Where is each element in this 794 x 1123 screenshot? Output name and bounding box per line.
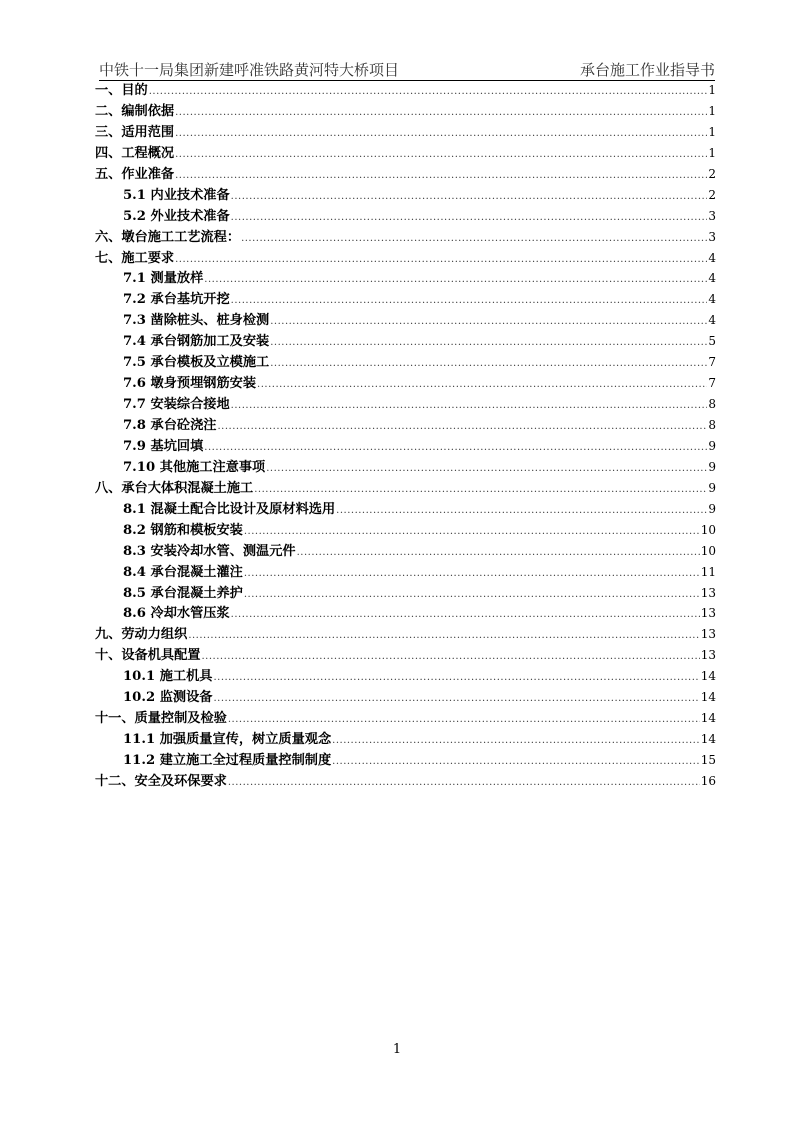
toc-entry-title: 一、目的: [95, 83, 148, 98]
toc-dot-leader: [270, 353, 707, 375]
toc-entry[interactable]: [95, 248, 716, 269]
toc-entry-title: 10.1 施工机具: [123, 669, 213, 685]
toc-dot-leader: [213, 688, 699, 710]
toc-dot-leader: [231, 604, 700, 626]
toc-entry-title: 八、承台大体积混凝土施工: [95, 480, 254, 496]
toc-dot-leader: [204, 269, 707, 291]
toc-entry-title: 7.5 承台模板及立模施工: [123, 355, 270, 371]
toc-entry-page-number: 5: [708, 334, 716, 349]
toc-dot-leader: [228, 772, 700, 794]
toc-entry-page-number: 4: [708, 313, 716, 328]
toc-entry-title: 十、设备机具配置: [95, 648, 201, 664]
toc-entry-title: 11.2 建立施工全过程质量控制制度: [123, 753, 332, 768]
toc-entry[interactable]: [95, 520, 716, 541]
toc-entry[interactable]: [95, 415, 716, 436]
toc-entry[interactable]: [95, 331, 716, 352]
toc-entry-page-number: 14: [700, 711, 716, 726]
toc-entry-title: 七、施工要求: [95, 250, 175, 266]
toc-entry-page-number: 9: [708, 501, 716, 516]
toc-entry[interactable]: [95, 666, 716, 687]
toc-entry-page-number: 4: [708, 271, 716, 286]
toc-entry-page-number: 2: [708, 166, 716, 181]
toc-entry[interactable]: [95, 143, 716, 164]
toc-dot-leader: [231, 207, 708, 229]
toc-entry-title: 11.1 加强质量宣传，树立质量观念: [123, 732, 332, 748]
toc-dot-leader: [266, 458, 707, 480]
toc-entry-title: 7.8 承台砼浇注: [123, 418, 217, 433]
toc-entry-page-number: 4: [708, 292, 716, 307]
toc-dot-leader: [231, 186, 708, 208]
toc-entry-page-number: 14: [700, 732, 716, 747]
toc-entry-title: 四、工程概况: [95, 145, 175, 161]
toc-entry[interactable]: [95, 352, 716, 373]
toc-entry-page-number: 7: [708, 376, 716, 391]
toc-entry[interactable]: [95, 164, 716, 185]
toc-entry[interactable]: [95, 268, 716, 289]
toc-entry-title: 5.1 内业技术准备: [123, 187, 230, 203]
toc-entry-page-number: 1: [708, 124, 716, 139]
header-document-title: 承台施工作业指导书: [579, 61, 715, 79]
toc-entry-page-number: 15: [700, 753, 716, 767]
toc-dot-leader: [332, 751, 700, 773]
toc-entry-title: 三、适用范围: [95, 124, 175, 140]
toc-dot-leader: [244, 584, 700, 606]
toc-dot-leader: [175, 144, 707, 166]
toc-entry-page-number: 2: [708, 187, 716, 202]
page-header: [99, 58, 715, 81]
toc-entry-page-number: 13: [700, 627, 716, 642]
toc-entry-title: 8.2 钢筋和模板安装: [123, 522, 243, 538]
toc-entry[interactable]: [95, 541, 716, 562]
toc-entry-title: 十一、质量控制及检验: [95, 711, 227, 727]
toc-entry-page-number: 9: [708, 480, 716, 495]
toc-entry-page-number: 1: [708, 103, 716, 118]
toc-entry[interactable]: [95, 645, 716, 666]
toc-entry-page-number: 7: [708, 355, 716, 370]
toc-entry-page-number: 13: [700, 648, 716, 663]
toc-dot-leader: [297, 542, 700, 564]
toc-entry[interactable]: [95, 206, 716, 227]
toc-entry[interactable]: [95, 624, 716, 645]
toc-entry-title: 8.5 承台混凝土养护: [123, 585, 243, 601]
toc-entry-page-number: 10: [700, 522, 716, 537]
toc-entry-title: 7.7 安装综合接地: [123, 397, 230, 413]
toc-entry[interactable]: [95, 227, 716, 248]
toc-dot-leader: [204, 437, 707, 459]
toc-entry-page-number: 3: [708, 208, 716, 223]
toc-entry-title: 7.3 凿除桩头、桩身检测: [123, 313, 270, 329]
toc-entry-page-number: 11: [700, 564, 716, 579]
toc-entry[interactable]: [95, 122, 716, 143]
toc-entry[interactable]: [95, 708, 716, 729]
toc-entry[interactable]: [95, 101, 716, 122]
toc-entry-title: 五、作业准备: [95, 166, 175, 182]
header-project-name: 中铁十一局集团新建呼准铁路黄河特大桥项目: [99, 61, 400, 79]
toc-dot-leader: [149, 81, 708, 103]
toc-entry-page-number: 1: [708, 145, 716, 160]
table-of-contents: [95, 80, 716, 792]
toc-dot-leader: [175, 123, 707, 145]
toc-entry-page-number: 13: [700, 606, 716, 621]
toc-entry-title: 二、编制依据: [95, 103, 175, 119]
toc-entry[interactable]: [95, 436, 716, 457]
toc-entry-page-number: 8: [708, 418, 716, 432]
toc-dot-leader: [257, 374, 707, 396]
toc-entry-title: 8.3 安装冷却水管、测温元件: [123, 543, 296, 559]
toc-entry[interactable]: [95, 310, 716, 331]
toc-entry-title: 十二、安全及环保要求: [95, 773, 227, 789]
toc-entry[interactable]: [95, 457, 716, 478]
toc-entry-title: 5.2 外业技术准备: [123, 208, 230, 224]
toc-entry-page-number: 1: [708, 83, 716, 97]
toc-entry[interactable]: [95, 289, 716, 310]
toc-entry[interactable]: [95, 185, 716, 206]
toc-dot-leader: [202, 646, 700, 668]
toc-entry-title: 7.6 墩身预埋钢筋安装: [123, 376, 257, 392]
toc-entry[interactable]: [95, 583, 716, 604]
toc-entry[interactable]: [95, 771, 716, 792]
toc-entry[interactable]: [95, 750, 716, 771]
toc-entry-title: 8.6 冷却水管压浆: [123, 606, 230, 622]
toc-dot-leader: [175, 249, 707, 271]
toc-dot-leader: [244, 521, 700, 543]
toc-entry-page-number: 3: [708, 229, 716, 244]
toc-entry-title: 7.2 承台基坑开挖: [123, 292, 230, 308]
toc-entry-title: 7.9 基坑回填: [123, 438, 204, 454]
toc-entry-title: 7.1 测量放样: [123, 271, 204, 287]
toc-entry-title: 六、墩台施工工艺流程：: [95, 229, 241, 245]
toc-entry-page-number: 13: [700, 585, 716, 600]
toc-dot-leader: [332, 730, 700, 752]
toc-entry[interactable]: [95, 478, 716, 499]
toc-dot-leader: [270, 332, 707, 354]
toc-entry-page-number: 10: [700, 543, 716, 558]
toc-dot-leader: [217, 416, 707, 438]
toc-entry-title: 7.4 承台钢筋加工及安装: [123, 334, 270, 350]
toc-entry-title: 7.10 其他施工注意事项: [123, 459, 266, 475]
toc-entry[interactable]: [95, 394, 716, 415]
toc-dot-leader: [175, 165, 707, 187]
toc-entry[interactable]: [95, 729, 716, 750]
toc-dot-leader: [270, 311, 707, 333]
toc-entry-page-number: 9: [708, 438, 716, 453]
toc-entry-title: 九、劳动力组织: [95, 627, 188, 643]
toc-entry-page-number: 8: [708, 397, 716, 412]
toc-entry-page-number: 14: [700, 690, 716, 705]
toc-entry[interactable]: [95, 499, 716, 520]
toc-dot-leader: [254, 479, 707, 501]
toc-entry-title: 8.4 承台混凝土灌注: [123, 564, 243, 580]
toc-entry-page-number: 9: [708, 459, 716, 474]
toc-dot-leader: [231, 395, 708, 417]
toc-dot-leader: [241, 228, 707, 250]
toc-entry[interactable]: [95, 687, 716, 708]
page-number: 1: [392, 1042, 402, 1057]
toc-entry-title: 8.1 混凝土配合比设计及原材料选用: [123, 501, 336, 517]
toc-dot-leader: [231, 290, 708, 312]
toc-entry-title: 10.2 监测设备: [123, 690, 213, 706]
toc-entry[interactable]: [95, 80, 716, 101]
toc-entry-page-number: 4: [708, 250, 716, 265]
toc-dot-leader: [336, 500, 707, 522]
toc-entry-page-number: 16: [700, 773, 716, 788]
toc-entry[interactable]: [95, 603, 716, 624]
toc-entry-page-number: 14: [700, 669, 716, 684]
toc-dot-leader: [213, 667, 699, 689]
toc-entry[interactable]: [95, 373, 716, 394]
toc-dot-leader: [175, 102, 707, 124]
toc-dot-leader: [244, 563, 700, 585]
toc-dot-leader: [188, 625, 699, 647]
toc-dot-leader: [228, 709, 700, 731]
toc-entry[interactable]: [95, 562, 716, 583]
